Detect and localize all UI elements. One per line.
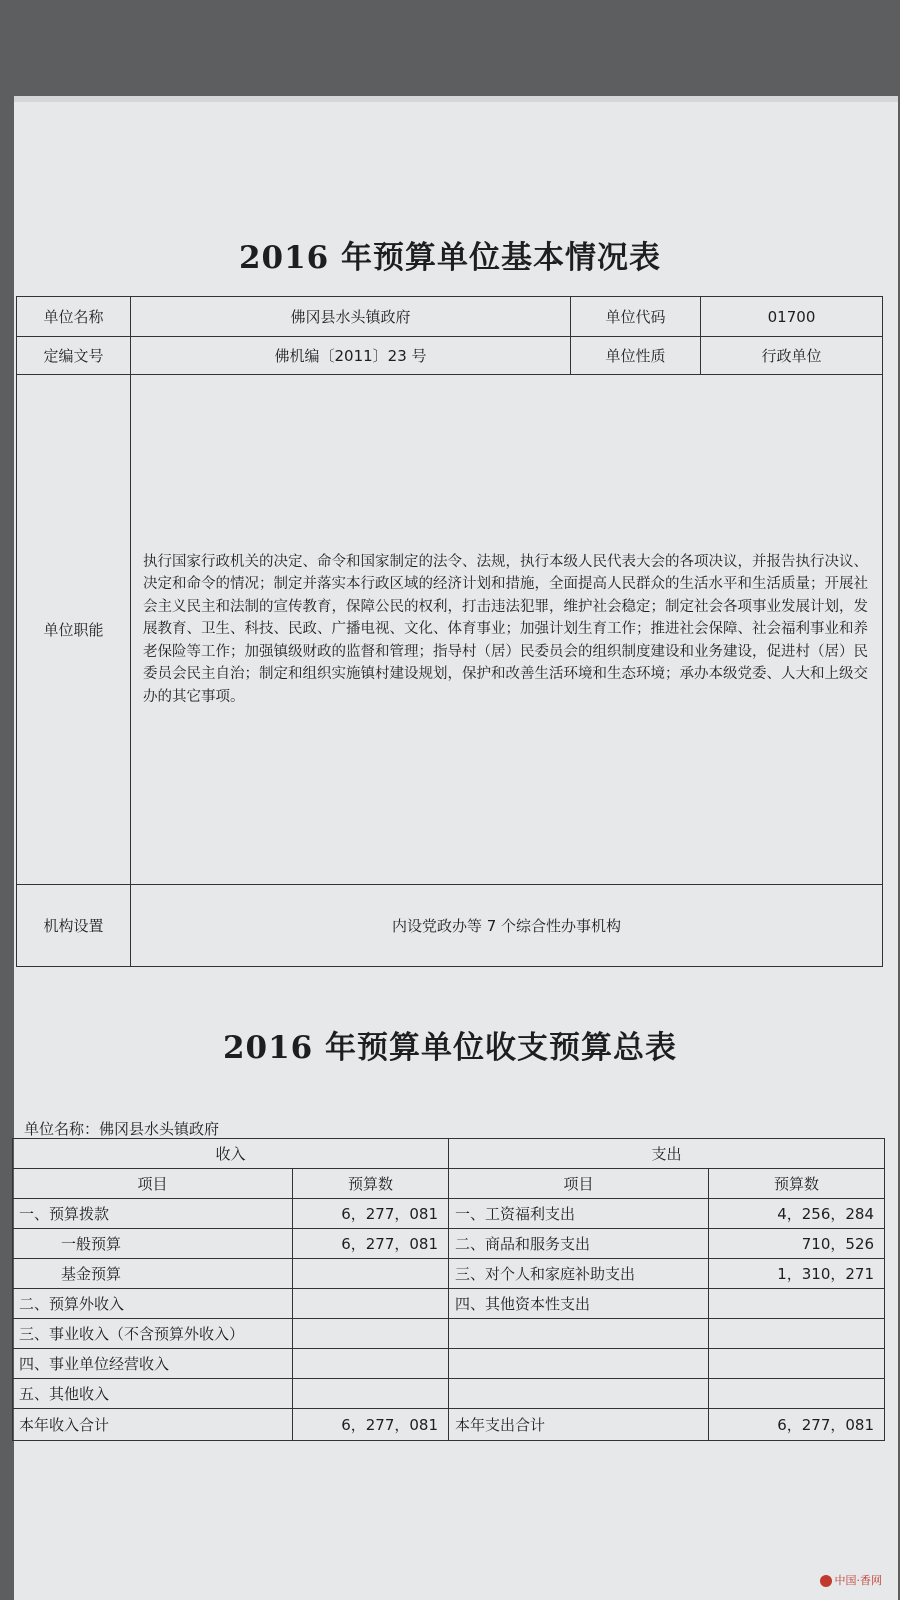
table-row [13,1199,885,1229]
logo-icon [820,1575,832,1587]
table2-title: 2016 年预算单位收支预算总表 [222,1030,678,1066]
unit-name-value: 佛冈县水头镇政府 [131,297,571,337]
table1-title: 2016 年预算单位基本情况表 [238,240,662,276]
table-row [13,1349,885,1379]
doc-no-label: 定编文号 [17,337,131,375]
expense-item: 二、商品和服务支出 [449,1229,709,1259]
expense-item [449,1349,709,1379]
total-income-label: 本年收入合计 [13,1409,293,1441]
expense-item [449,1379,709,1409]
expense-item: 一、工资福利支出 [449,1199,709,1229]
expense-budget: 1，310，271 [709,1259,885,1289]
total-expense-value: 6，277，081 [709,1409,885,1441]
total-income-value: 6，277，081 [293,1409,449,1441]
expense-budget [709,1379,885,1409]
paper-edge [14,96,898,102]
unit-name-line: 单位名称：佛冈县水头镇政府 [24,1120,220,1138]
doc-no-value: 佛机编〔2011〕23 号 [131,337,571,375]
expense-budget [709,1289,885,1319]
watermark-logo [820,1572,883,1588]
expense-item-header: 项目 [449,1169,709,1199]
total-expense-label: 本年支出合计 [449,1409,709,1441]
table-row [13,1229,885,1259]
total-row [13,1409,885,1441]
income-item: 二、预算外收入 [13,1289,293,1319]
income-budget: 6，277，081 [293,1229,449,1259]
expense-item [449,1319,709,1349]
expense-item: 四、其他资本性支出 [449,1289,709,1319]
expense-budget-header: 预算数 [709,1169,885,1199]
duty-label: 单位职能 [17,375,131,885]
income-budget [293,1379,449,1409]
income-item: 一、预算拨款 [13,1199,293,1229]
org-text: 内设党政办等 7 个综合性办事机构 [131,885,883,967]
income-budget: 6，277，081 [293,1199,449,1229]
expense-budget [709,1349,885,1379]
expense-header: 支出 [449,1139,885,1169]
unit-code-value: 01700 [701,297,883,337]
expense-budget: 710，526 [709,1229,885,1259]
income-budget-header: 预算数 [293,1169,449,1199]
duty-text: 执行国家行政机关的决定、命令和国家制定的法令、法规，执行本级人民代表大会的各项决议，并报告执行决议、决定和命令的情况；制定并落实本行政区域的经济计划和措施，全面提高人民群众的生活水平和生活质量；开展社会主义民主和法制的宣传教育，保障公民的权利，打击违法犯罪，维护社会稳定；制定社会各项事业发展计划，发展教育、卫生、科技、民政、广播电视、文化、体育事业；加强计划生育工作；推进社会保障、社会福利事业和养老保险等工作；加强镇级财政的监督和管理；指导村（居）民委员会的组织制度建设和业务建设，促进村（居）民委员会民主自治；制定和组织实施镇村建设规划，保护和改善生活环境和生态环境；承办本级党委、人大和上级交办的其它事项。 [131,375,883,885]
org-label: 机构设置 [17,885,131,967]
unit-name-label: 单位名称 [17,297,131,337]
unit-type-label: 单位性质 [571,337,701,375]
table-row [13,1319,885,1349]
basic-info-table [16,296,883,967]
budget-summary-table [12,1138,885,1441]
unit-code-label: 单位代码 [571,297,701,337]
income-budget [293,1259,449,1289]
income-budget [293,1319,449,1349]
income-item: 四、事业单位经营收入 [13,1349,293,1379]
expense-item: 三、对个人和家庭补助支出 [449,1259,709,1289]
income-budget [293,1289,449,1319]
income-item-header: 项目 [13,1169,293,1199]
expense-budget [709,1319,885,1349]
income-item: 基金预算 [13,1259,293,1289]
table-row [13,1259,885,1289]
income-budget [293,1349,449,1379]
unit-type-value: 行政单位 [701,337,883,375]
expense-budget: 4，256，284 [709,1199,885,1229]
income-item: 一般预算 [13,1229,293,1259]
income-item: 五、其他收入 [13,1379,293,1409]
table-row [13,1289,885,1319]
table-row [13,1379,885,1409]
watermark-text: 中国·香网 [834,1574,882,1587]
income-item: 三、事业收入（不含预算外收入） [13,1319,293,1349]
income-header: 收入 [13,1139,449,1169]
